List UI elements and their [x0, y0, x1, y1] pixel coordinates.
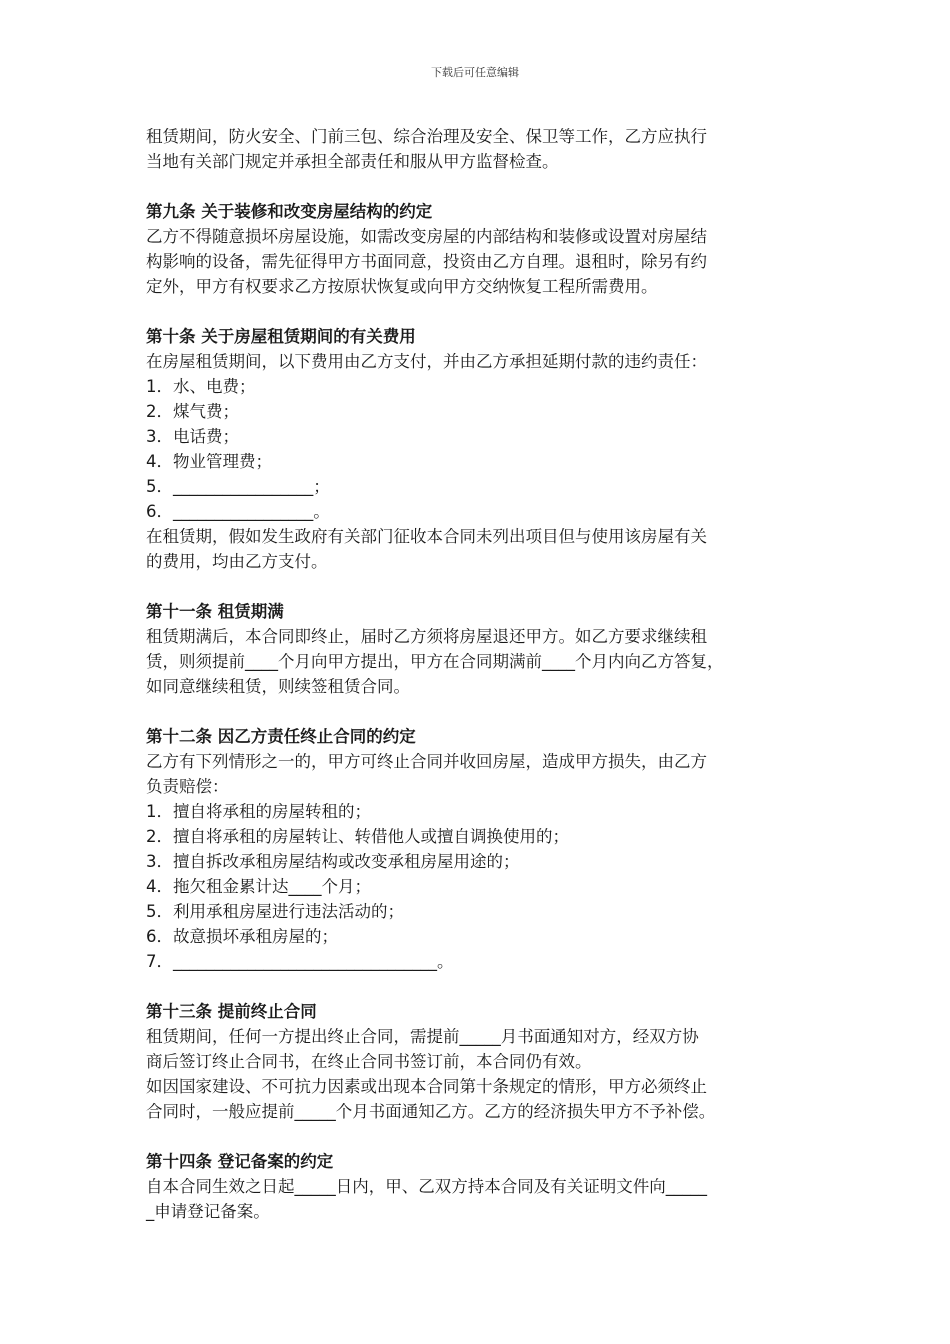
list-item: 2．煤气费； — [146, 402, 239, 421]
section-heading: 第十三条 提前终止合同 — [146, 1002, 317, 1021]
list-item: 3．电话费； — [146, 427, 239, 446]
page-header: 下载后可任意编辑 — [431, 66, 519, 79]
text-line: 构影响的设备，需先征得甲方书面同意，投资由乙方自理。退租时，除另有约 — [146, 252, 707, 271]
text-line: 租赁期间，防火安全、门前三包、综合治理及安全、保卫等工作，乙方应执行 — [146, 127, 707, 146]
list-item: 4．物业管理费； — [146, 452, 272, 471]
list-item: 7．________________________________。 — [146, 952, 454, 971]
text-line: 的费用，均由乙方支付。 — [146, 552, 328, 571]
list-item: 1．水、电费； — [146, 377, 256, 396]
text-line: 乙方有下列情形之一的，甲方可终止合同并收回房屋，造成甲方损失，由乙方 — [146, 752, 707, 771]
text-line: 当地有关部门规定并承担全部责任和服从甲方监督检查。 — [146, 152, 559, 171]
text-line: 自本合同生效之日起_____日内，甲、乙双方持本合同及有关证明文件向_____ — [146, 1177, 707, 1196]
section-article-10 — [146, 324, 826, 574]
text-line: 租赁期间，任何一方提出终止合同，需提前_____月书面通知对方，经双方协 — [146, 1027, 699, 1046]
text-line: 商后签订终止合同书，在终止合同书签订前，本合同仍有效。 — [146, 1052, 592, 1071]
list-item: 6．故意损坏承租房屋的； — [146, 927, 338, 946]
section-article-14 — [146, 1149, 826, 1224]
section-heading: 第十一条 租赁期满 — [146, 602, 284, 621]
section-heading: 第十四条 登记备案的约定 — [146, 1152, 334, 1171]
section-article-11 — [146, 599, 826, 699]
text-line: _申请登记备案。 — [146, 1202, 270, 1221]
text-line: 乙方不得随意损坏房屋设施，如需改变房屋的内部结构和装修或设置对房屋结 — [146, 227, 707, 246]
list-item: 4．拖欠租金累计达____个月； — [146, 877, 371, 896]
text-line: 在房屋租赁期间，以下费用由乙方支付，并由乙方承担延期付款的违约责任： — [146, 352, 707, 371]
text-line: 如因国家建设、不可抗力因素或出现本合同第十条规定的情形，甲方必须终止 — [146, 1077, 707, 1096]
text-line: 在租赁期，假如发生政府有关部门征收本合同未列出项目但与使用该房屋有关 — [146, 527, 707, 546]
text-line: 负责赔偿： — [146, 777, 229, 796]
text-line: 合同时，一般应提前_____个月书面通知乙方。乙方的经济损失甲方不予补偿。 — [146, 1102, 716, 1121]
list-item: 5．利用承租房屋进行违法活动的； — [146, 902, 404, 921]
list-item: 5．_________________； — [146, 477, 330, 496]
document-body — [146, 124, 826, 1249]
section-article-9 — [146, 199, 826, 299]
list-item: 3．擅自拆改承租房屋结构或改变承租房屋用途的； — [146, 852, 520, 871]
section-article-13 — [146, 999, 826, 1124]
text-line: 定外，甲方有权要求乙方按原状恢复或向甲方交纳恢复工程所需费用。 — [146, 277, 658, 296]
section-intro — [146, 124, 826, 174]
text-line: 租赁期满后，本合同即终止，届时乙方须将房屋退还甲方。如乙方要求继续租 — [146, 627, 707, 646]
list-item: 6．_________________。 — [146, 502, 330, 521]
list-item: 2．擅自将承租的房屋转让、转借他人或擅自调换使用的； — [146, 827, 569, 846]
text-line: 如同意继续租赁，则续签租赁合同。 — [146, 677, 410, 696]
section-heading: 第十二条 因乙方责任终止合同的约定 — [146, 727, 416, 746]
list-item: 1．擅自将承租的房屋转租的； — [146, 802, 371, 821]
section-heading: 第九条 关于装修和改变房屋结构的约定 — [146, 202, 433, 221]
text-line: 赁，则须提前____个月向甲方提出，甲方在合同期满前____个月内向乙方答复， — [146, 652, 724, 671]
section-heading: 第十条 关于房屋租赁期间的有关费用 — [146, 327, 416, 346]
section-article-12 — [146, 724, 826, 974]
